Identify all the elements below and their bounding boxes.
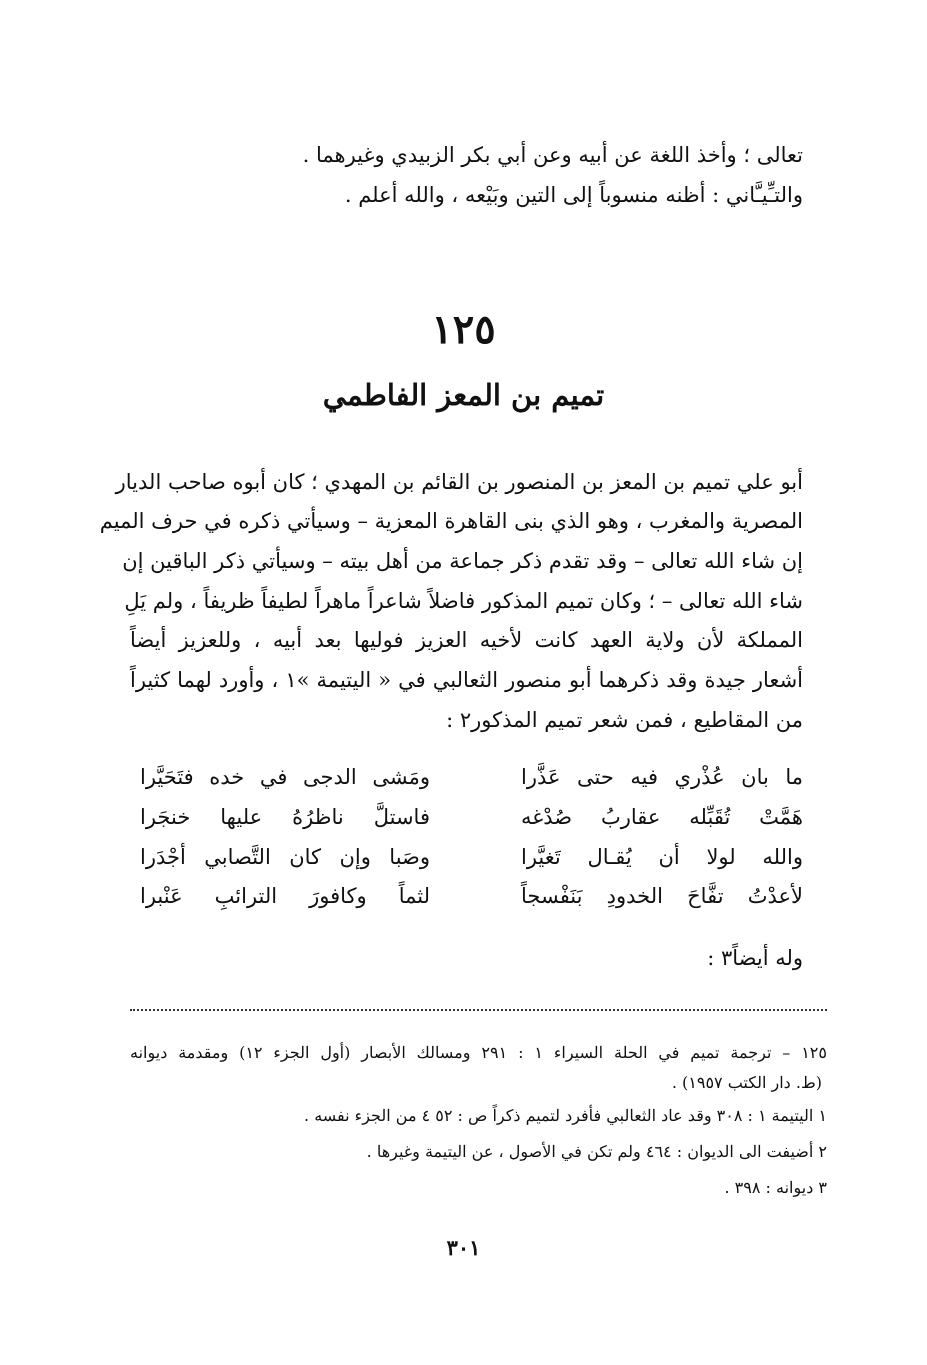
intro-line-2: والتـِّيـَّاني : أظنه منسوباً إلى التين وبَيْعه ، والله أعلم . [344, 183, 803, 207]
body-line-4: شاء الله تعالى – ؛ وكان تميم المذكور فاضلاً شاعراً ماهراً لطيفاً ظريفاً ، ولم يَلِ [124, 589, 803, 613]
body-line-7: من المقاطيع ، فمن شعر تميم المذكور٢ : [446, 708, 803, 732]
entry-title: تميم بن المعز الفاطمي [322, 378, 605, 412]
after-verse-line: وله أيضاً٣ : [707, 946, 803, 970]
verse-1-second-hemistich: ومَشى الدجى في خده فتَحَيَّرا [140, 765, 430, 789]
footnote-3: ٣ ديوانه : ٣٩٨ . [724, 1178, 827, 1197]
body-line-3: إن شاء الله تعالى – وقد تقدم ذكر جماعة من أهل بيته – وسيأتي ذكر الباقين إن [122, 549, 803, 573]
body-line-2: المصرية والمغرب ، وهو الذي بنى القاهرة المعزية – وسيأتي ذكره في حرف الميم [99, 509, 803, 533]
footnote-main-line-2: (ط. دار الكتب ١٩٥٧) . [671, 1073, 822, 1092]
verse-4-first-hemistich: لأعدْتُ تفَّاحَ الخدودِ بَنَفْسجاً [521, 884, 803, 908]
body-line-1: أبو علي تميم بن المعز بن المنصور بن القائم بن المهدي ؛ كان أبوه صاحب الديار [115, 470, 803, 494]
footnote-2: ٢ أضيفت الى الديوان : ٤٦٤ ولم تكن في الأصول ، عن اليتيمة وغيرها . [366, 1142, 827, 1161]
body-line-6: أشعار جيدة وقد ذكرهما أبو منصور الثعالبي في « اليتيمة »١ ، وأورد لهما كثيراً [130, 668, 803, 692]
page-number: ٣٠١ [446, 1235, 481, 1260]
intro-line-1: تعالى ؛ وأخذ اللغة عن أبيه وعن أبي بكر الزبيدي وغيرهما . [302, 143, 803, 167]
verse-3-second-hemistich: وصَبا وإن كان التَّصابي أجْدَرا [140, 845, 430, 869]
footnote-main-line-1: ١٢٥ – ترجمة تميم في الحلة السيراء ١ : ٢٩١ ومسالك الأبصار (أول الجزء ١٢) ومقدمة ديوانه [130, 1043, 827, 1062]
footnote-1: ١ اليتيمة ١ : ٣٠٨ وقد عاد الثعالبي فأفرد لتميم ذكراً ص : ٥٢ ٤ من الجزء نفسه . [304, 1106, 827, 1125]
verse-2-first-hemistich: هَمَّتْ تُقَبِّله عقاربُ صُدْغه [521, 805, 803, 829]
verse-1-first-hemistich: ما بان عُذْري فيه حتى عَذَّرا [521, 765, 803, 789]
verse-4-second-hemistich: لثماً وكافورَ الترائبِ عَنْبرا [140, 884, 430, 908]
body-line-5: المملكة لأن ولاية العهد كانت لأخيه العزيز فوليها بعد أبيه ، وللعزيز أيضاً [130, 628, 803, 652]
verse-2-second-hemistich: فاستلَّ ناظرُهُ عليها خنجَرا [140, 805, 430, 829]
footnote-separator [130, 1009, 827, 1011]
verse-3-first-hemistich: والله لولا أن يُقـال تَغيَّرا [521, 845, 803, 869]
entry-number: ١٢٥ [431, 306, 496, 353]
